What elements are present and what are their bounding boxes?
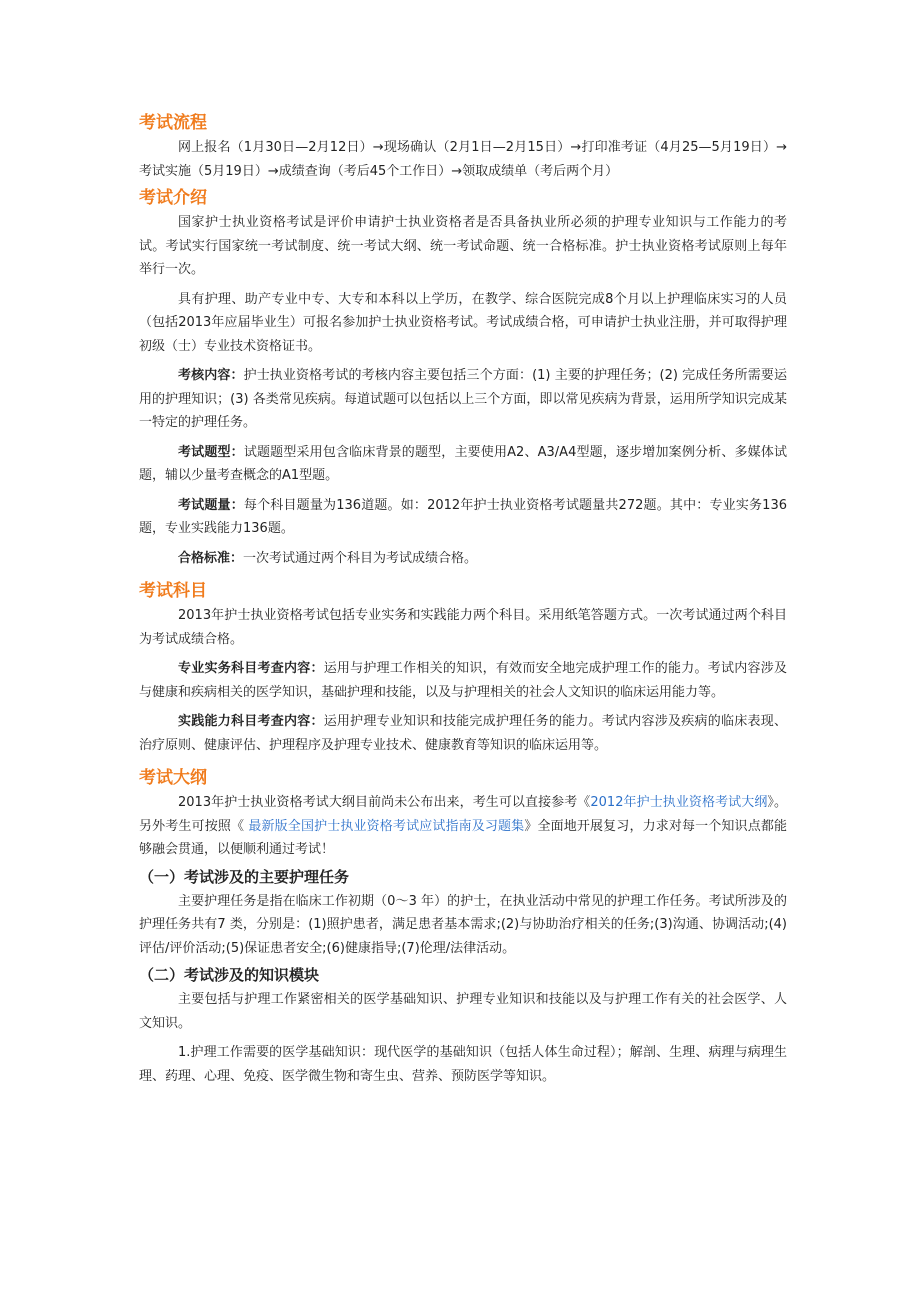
subsection-title-tasks: （一）考试涉及的主要护理任务 (139, 867, 350, 886)
knowledge-item-1: 1.护理工作需要的医学基础知识：现代医学的基础知识（包括人体生命过程）；解剖、生理、病理与病理生理、药理、心理、免疫、医学微生物和寄生虫、营养、预防医学等知识。 (139, 1045, 787, 1084)
subjects-paragraph: 2013年护士执业资格考试包括专业实务和实践能力两个科目。采用纸笔答题方式。一次考试通过两个科目为考试成绩合格。 (139, 608, 787, 647)
prac-subject-text: 运用护理专业知识和技能完成护理任务的能力。考试内容涉及疾病的临床表现、治疗原则、健康评估、护理程序及护理专业技术、健康教育等知识的临床运用等。 (139, 714, 787, 753)
exam-count-text: 每个科目题量为136道题。如：2012年护士执业资格考试题量共272题。其中：专业实务136题，专业实践能力136题。 (139, 497, 787, 536)
pass-standard-text: 一次考试通过两个科目为考试成绩合格。 (243, 550, 478, 566)
exam-type-label: 考试题型： (178, 444, 244, 460)
outline-text-c: 》全面地开展复习，力求对每一个知识点都能够融会贯通，以便顺利通过考试！ (139, 818, 787, 857)
prac-subject-paragraph (139, 710, 787, 757)
exam-content-paragraph (139, 364, 787, 435)
outline-paragraph (139, 791, 787, 862)
section-title-intro: 考试介绍 (139, 188, 207, 208)
pass-standard-label: 合格标准： (178, 550, 244, 566)
guide-book-link[interactable]: 最新版全国护士执业资格考试应试指南及习题集 (248, 818, 525, 834)
exam-content-text: 护士执业资格考试的考核内容主要包括三个方面：(1) 主要的护理任务；(2) 完成任务所需要运用的护理知识；(3) 各类常见疾病。每道试题可以包括以上三个方面，即以常见疾病为背景，运用所学知识完成某一特定的护理任务。 (139, 368, 787, 430)
exam-type-paragraph (139, 441, 787, 488)
outline-text-a: 2013年护士执业资格考试大纲目前尚未公布出来，考生可以直接参考《 (178, 795, 591, 810)
exam-count-paragraph (139, 494, 787, 541)
section-title-subjects: 考试科目 (139, 581, 207, 601)
outline-2012-link[interactable]: 2012年护士执业资格考试大纲 (590, 795, 768, 810)
prac-subject-label: 实践能力科目考查内容： (178, 714, 324, 729)
outline-text-b: 》。另外考生可按照《 (139, 795, 787, 834)
pass-standard-paragraph (139, 547, 787, 571)
process-text: 网上报名（1月30日—2月12日）→现场确认（2月1日—2月15日）→打印准考证（4月25—5月19日）→考试实施（5月19日）→成绩查询（考后45个工作日）→领取成绩单（考后两个月） (139, 140, 787, 179)
prof-subject-text: 运用与护理工作相关的知识，有效而安全地完成护理工作的能力。考试内容涉及与健康和疾病相关的医学知识，基础护理和技能，以及与护理相关的社会人文知识的临床运用能力等。 (139, 661, 787, 700)
intro-paragraph-1: 国家护士执业资格考试是评价申请护士执业资格者是否具备执业所必须的护理专业知识与工作能力的考试。考试实行国家统一考试制度、统一考试大纲、统一考试命题、统一合格标准。护士执业资格考试原则上每年举行一次。 (139, 215, 787, 277)
prof-subject-paragraph (139, 657, 787, 704)
document-body (139, 110, 787, 1088)
section-title-process: 考试流程 (139, 113, 207, 133)
subsection-title-knowledge: （二）考试涉及的知识模块 (139, 966, 320, 984)
intro-paragraph-2: 具有护理、助产专业中专、大专和本科以上学历，在教学、综合医院完成8个月以上护理临床实习的人员（包括2013年应届毕业生）可报名参加护士执业资格考试。考试成绩合格，可申请护士执业注册，并可取得护理初级（士）专业技术资格证书。 (139, 291, 787, 354)
exam-content-label: 考核内容： (178, 368, 244, 383)
tasks-paragraph: 主要护理任务是指在临床工作初期（0～3 年）的护士，在执业活动中常见的护理工作任务。考试所涉及的护理任务共有7 类，分别是：(1)照护患者，满足患者基本需求;(2)与协助治疗相关的任务;(3)沟通、协调活动;(4)评估/评价活动;(5)保证患者安全;(6)健康指导;(7)伦理/法律活动。 (139, 893, 787, 956)
section-title-outline: 考试大纲 (139, 768, 207, 788)
exam-count-label: 考试题量： (178, 497, 244, 513)
exam-type-text: 试题题型采用包含临床背景的题型，主要使用A2、A3/A4型题，逐步增加案例分析、多媒体试题，辅以少量考查概念的A1型题。 (139, 444, 787, 483)
prof-subject-label: 专业实务科目考查内容： (178, 661, 324, 676)
knowledge-paragraph: 主要包括与护理工作紧密相关的医学基础知识、护理专业知识和技能以及与护理工作有关的社会医学、人文知识。 (139, 992, 787, 1031)
